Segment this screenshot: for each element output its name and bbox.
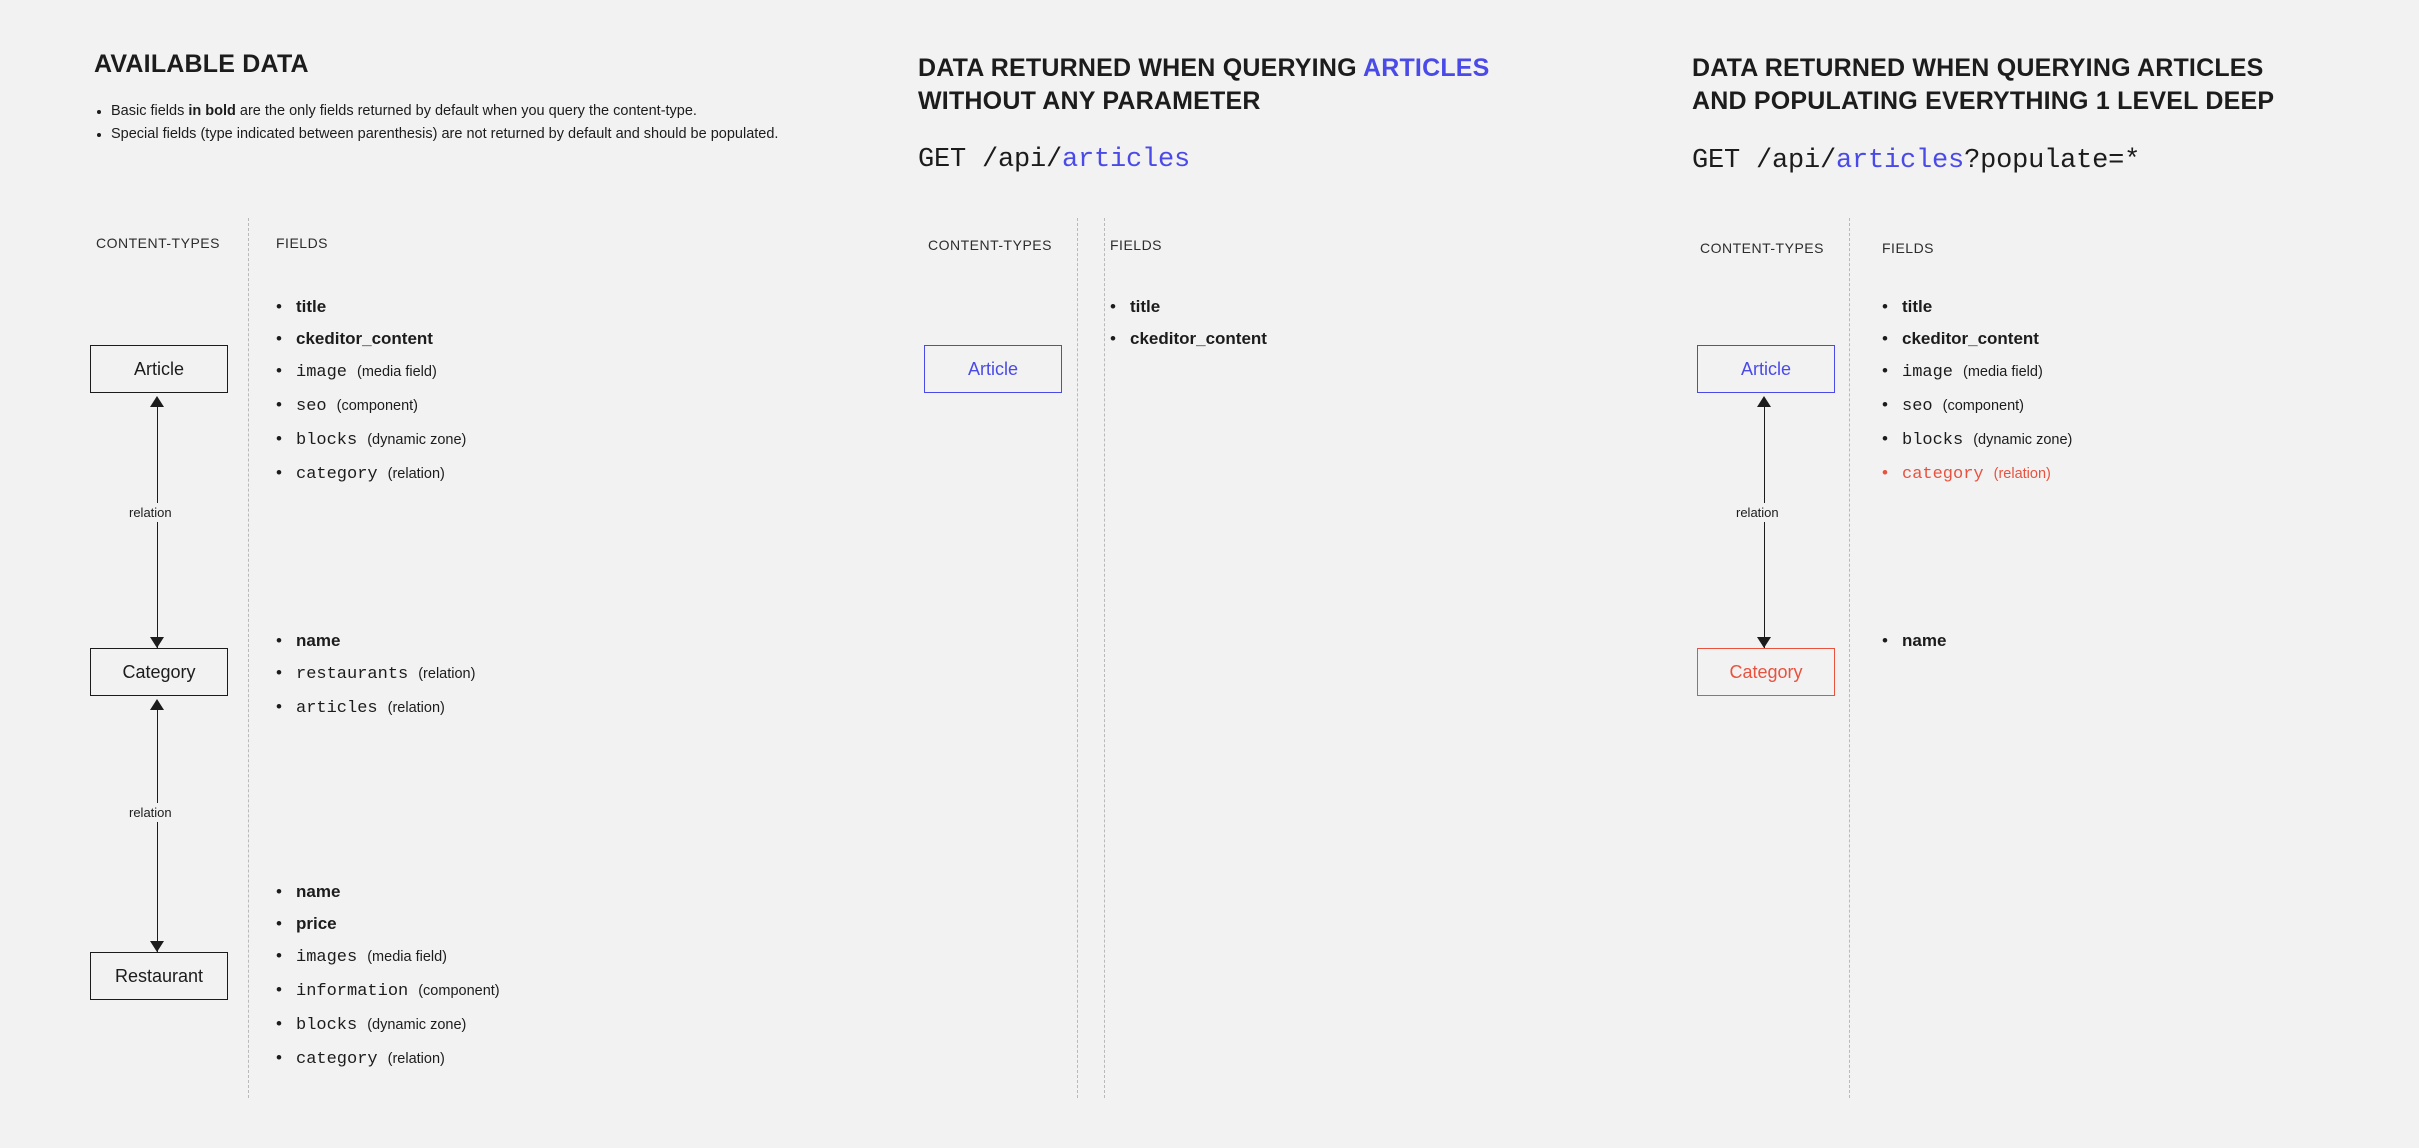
- field-item: [276, 883, 500, 900]
- endpoint-resource: articles: [1062, 145, 1191, 175]
- field-item: [1882, 298, 2072, 315]
- field-name: blocks: [296, 431, 358, 450]
- field-name: blocks: [1902, 431, 1964, 450]
- entity-restaurant: Restaurant: [90, 952, 228, 1000]
- field-name: seo: [1902, 397, 1933, 416]
- panel-2-title: [918, 52, 1598, 118]
- entity-article-highlighted: Article: [1697, 345, 1835, 393]
- relation-label-2: relation: [124, 803, 177, 822]
- bullet-icon: •: [276, 697, 282, 716]
- bullet-icon: •: [1882, 329, 1888, 348]
- field-list-category: [276, 632, 475, 732]
- field-item: [276, 396, 466, 415]
- field-name: information: [296, 982, 409, 1001]
- endpoint-prefix: GET /api/: [918, 145, 1063, 175]
- panel-3-endpoint: [1692, 146, 2140, 176]
- panel-3-title: [1692, 52, 2392, 118]
- panel-3-title-line1: DATA RETURNED WHEN QUERYING ARTICLES: [1692, 54, 2264, 82]
- field-name: restaurants: [296, 665, 409, 684]
- note-item: • Special fields (type indicated between parenthesis) are not returned by default and should be populated.: [111, 123, 824, 145]
- bullet-icon: •: [276, 329, 282, 348]
- panel-1-contenttypes-label: CONTENT-TYPES: [96, 235, 220, 251]
- panel-2-divider: [1104, 218, 1105, 1098]
- field-item: [1110, 330, 1267, 347]
- entity-article-highlighted: Article: [924, 345, 1062, 393]
- field-name: images: [296, 948, 358, 967]
- bullet-icon: •: [276, 631, 282, 650]
- endpoint-resource: articles: [1836, 146, 1965, 176]
- field-name: name: [296, 882, 341, 901]
- endpoint-prefix: GET /api/: [1692, 146, 1837, 176]
- relation-line: [1764, 405, 1765, 648]
- field-type: (media field): [367, 949, 447, 965]
- field-item: [276, 362, 466, 381]
- bullet-icon: •: [276, 463, 282, 482]
- bullet-icon: •: [1882, 631, 1888, 650]
- bullet-icon: •: [1882, 395, 1888, 414]
- panel-1-fields-label: FIELDS: [276, 235, 329, 251]
- endpoint-query: ?populate=*: [1964, 146, 2141, 176]
- panel-1-notes: [94, 100, 824, 147]
- panel-2-left-divider: [1077, 218, 1078, 1098]
- bullet-icon: •: [276, 395, 282, 414]
- field-item: [1882, 362, 2072, 381]
- field-item: [1882, 330, 2072, 347]
- field-item: [276, 464, 466, 483]
- field-name: blocks: [296, 1016, 358, 1035]
- relation-label-1: relation: [124, 503, 177, 522]
- bullet-icon: •: [1882, 361, 1888, 380]
- field-type: (relation): [387, 466, 445, 482]
- bullet-icon: •: [276, 297, 282, 316]
- field-item: [276, 430, 466, 449]
- field-item: [1882, 396, 2072, 415]
- field-type: (media field): [1963, 364, 2043, 380]
- panel-1-divider: [248, 218, 249, 1098]
- field-item: [276, 698, 475, 717]
- bullet-icon: •: [276, 946, 282, 965]
- bullet-icon: •: [1110, 297, 1116, 316]
- field-name: name: [296, 631, 341, 650]
- field-type: (relation): [1993, 466, 2051, 482]
- field-type: (component): [336, 398, 419, 414]
- bullet-icon: •: [276, 914, 282, 933]
- panel-3-divider: [1849, 218, 1850, 1098]
- panel-3-contenttypes-label: CONTENT-TYPES: [1700, 240, 1824, 256]
- field-name: category: [296, 1050, 378, 1069]
- field-item: [276, 632, 475, 649]
- field-name: title: [1902, 297, 1933, 316]
- bullet-icon: •: [276, 663, 282, 682]
- field-item: [276, 981, 500, 1000]
- note-item: • Basic fields in bold are the only fields returned by default when you query the content-type.: [111, 100, 824, 122]
- field-item: [276, 330, 466, 347]
- field-type: (media field): [357, 364, 437, 380]
- panel-1-title: AVAILABLE DATA: [94, 50, 309, 78]
- field-item: [276, 1049, 500, 1068]
- field-name: articles: [296, 699, 378, 718]
- panel-2-fields-label: FIELDS: [1110, 237, 1163, 253]
- relation-arrow-up: [1757, 396, 1771, 407]
- field-list-restaurant: [276, 883, 500, 1083]
- field-list-category-populated: [1882, 632, 1946, 664]
- relation-line: [157, 405, 158, 648]
- field-name: ckeditor_content: [1902, 329, 2039, 348]
- bullet-icon: •: [276, 361, 282, 380]
- panel-2-title-accent: ARTICLES: [1362, 54, 1490, 82]
- field-list-article-returned: [1110, 298, 1267, 362]
- field-item: [276, 1015, 500, 1034]
- field-type: (dynamic zone): [367, 1017, 467, 1033]
- panel-2-title-part1: DATA RETURNED WHEN QUERYING: [918, 54, 1363, 82]
- bullet-icon: •: [1882, 429, 1888, 448]
- field-name: ckeditor_content: [1130, 329, 1267, 348]
- field-item: [276, 664, 475, 683]
- relation-arrow-down: [150, 941, 164, 952]
- relation-label-3: relation: [1731, 503, 1784, 522]
- bullet-icon: •: [1882, 297, 1888, 316]
- relation-arrow-down: [1757, 637, 1771, 648]
- field-name: image: [296, 363, 348, 382]
- field-name: category: [296, 465, 378, 484]
- field-item: [276, 915, 500, 932]
- field-item: [1882, 464, 2072, 483]
- bullet-icon: •: [276, 1014, 282, 1033]
- relation-line: [157, 708, 158, 952]
- field-name: ckeditor_content: [296, 329, 433, 348]
- field-name: category: [1902, 465, 1984, 484]
- field-type: (relation): [387, 700, 445, 716]
- field-name: title: [1130, 297, 1161, 316]
- entity-article: Article: [90, 345, 228, 393]
- field-item: [276, 947, 500, 966]
- field-type: (relation): [387, 1051, 445, 1067]
- field-type: (relation): [418, 666, 476, 682]
- entity-category-highlighted: Category: [1697, 648, 1835, 696]
- panel-2-title-part2: WITHOUT ANY PARAMETER: [918, 87, 1261, 115]
- field-item: [276, 298, 466, 315]
- field-name: price: [296, 914, 337, 933]
- field-type: (dynamic zone): [1973, 432, 2073, 448]
- field-list-article-populated: [1882, 298, 2072, 498]
- field-type: (component): [418, 983, 500, 999]
- field-name: image: [1902, 363, 1954, 382]
- relation-arrow-up: [150, 699, 164, 710]
- panel-3-fields-label: FIELDS: [1882, 240, 1935, 256]
- field-list-article: [276, 298, 466, 498]
- field-name: name: [1902, 631, 1947, 650]
- bullet-icon: •: [1110, 329, 1116, 348]
- entity-category: Category: [90, 648, 228, 696]
- relation-arrow-down: [150, 637, 164, 648]
- bullet-icon: •: [276, 1048, 282, 1067]
- panel-2-contenttypes-label: CONTENT-TYPES: [928, 237, 1052, 253]
- field-name: seo: [296, 397, 327, 416]
- field-item: [1882, 430, 2072, 449]
- panel-3-title-line2: AND POPULATING EVERYTHING 1 LEVEL DEEP: [1692, 87, 2275, 115]
- bullet-icon: •: [276, 429, 282, 448]
- field-item: [1882, 632, 1946, 649]
- bullet-icon: •: [276, 882, 282, 901]
- bullet-icon: •: [1882, 463, 1888, 482]
- bullet-icon: •: [276, 980, 282, 999]
- field-name: title: [296, 297, 327, 316]
- field-item: [1110, 298, 1267, 315]
- panel-2-endpoint: [918, 145, 1190, 175]
- field-type: (dynamic zone): [367, 432, 467, 448]
- field-type: (component): [1942, 398, 2025, 414]
